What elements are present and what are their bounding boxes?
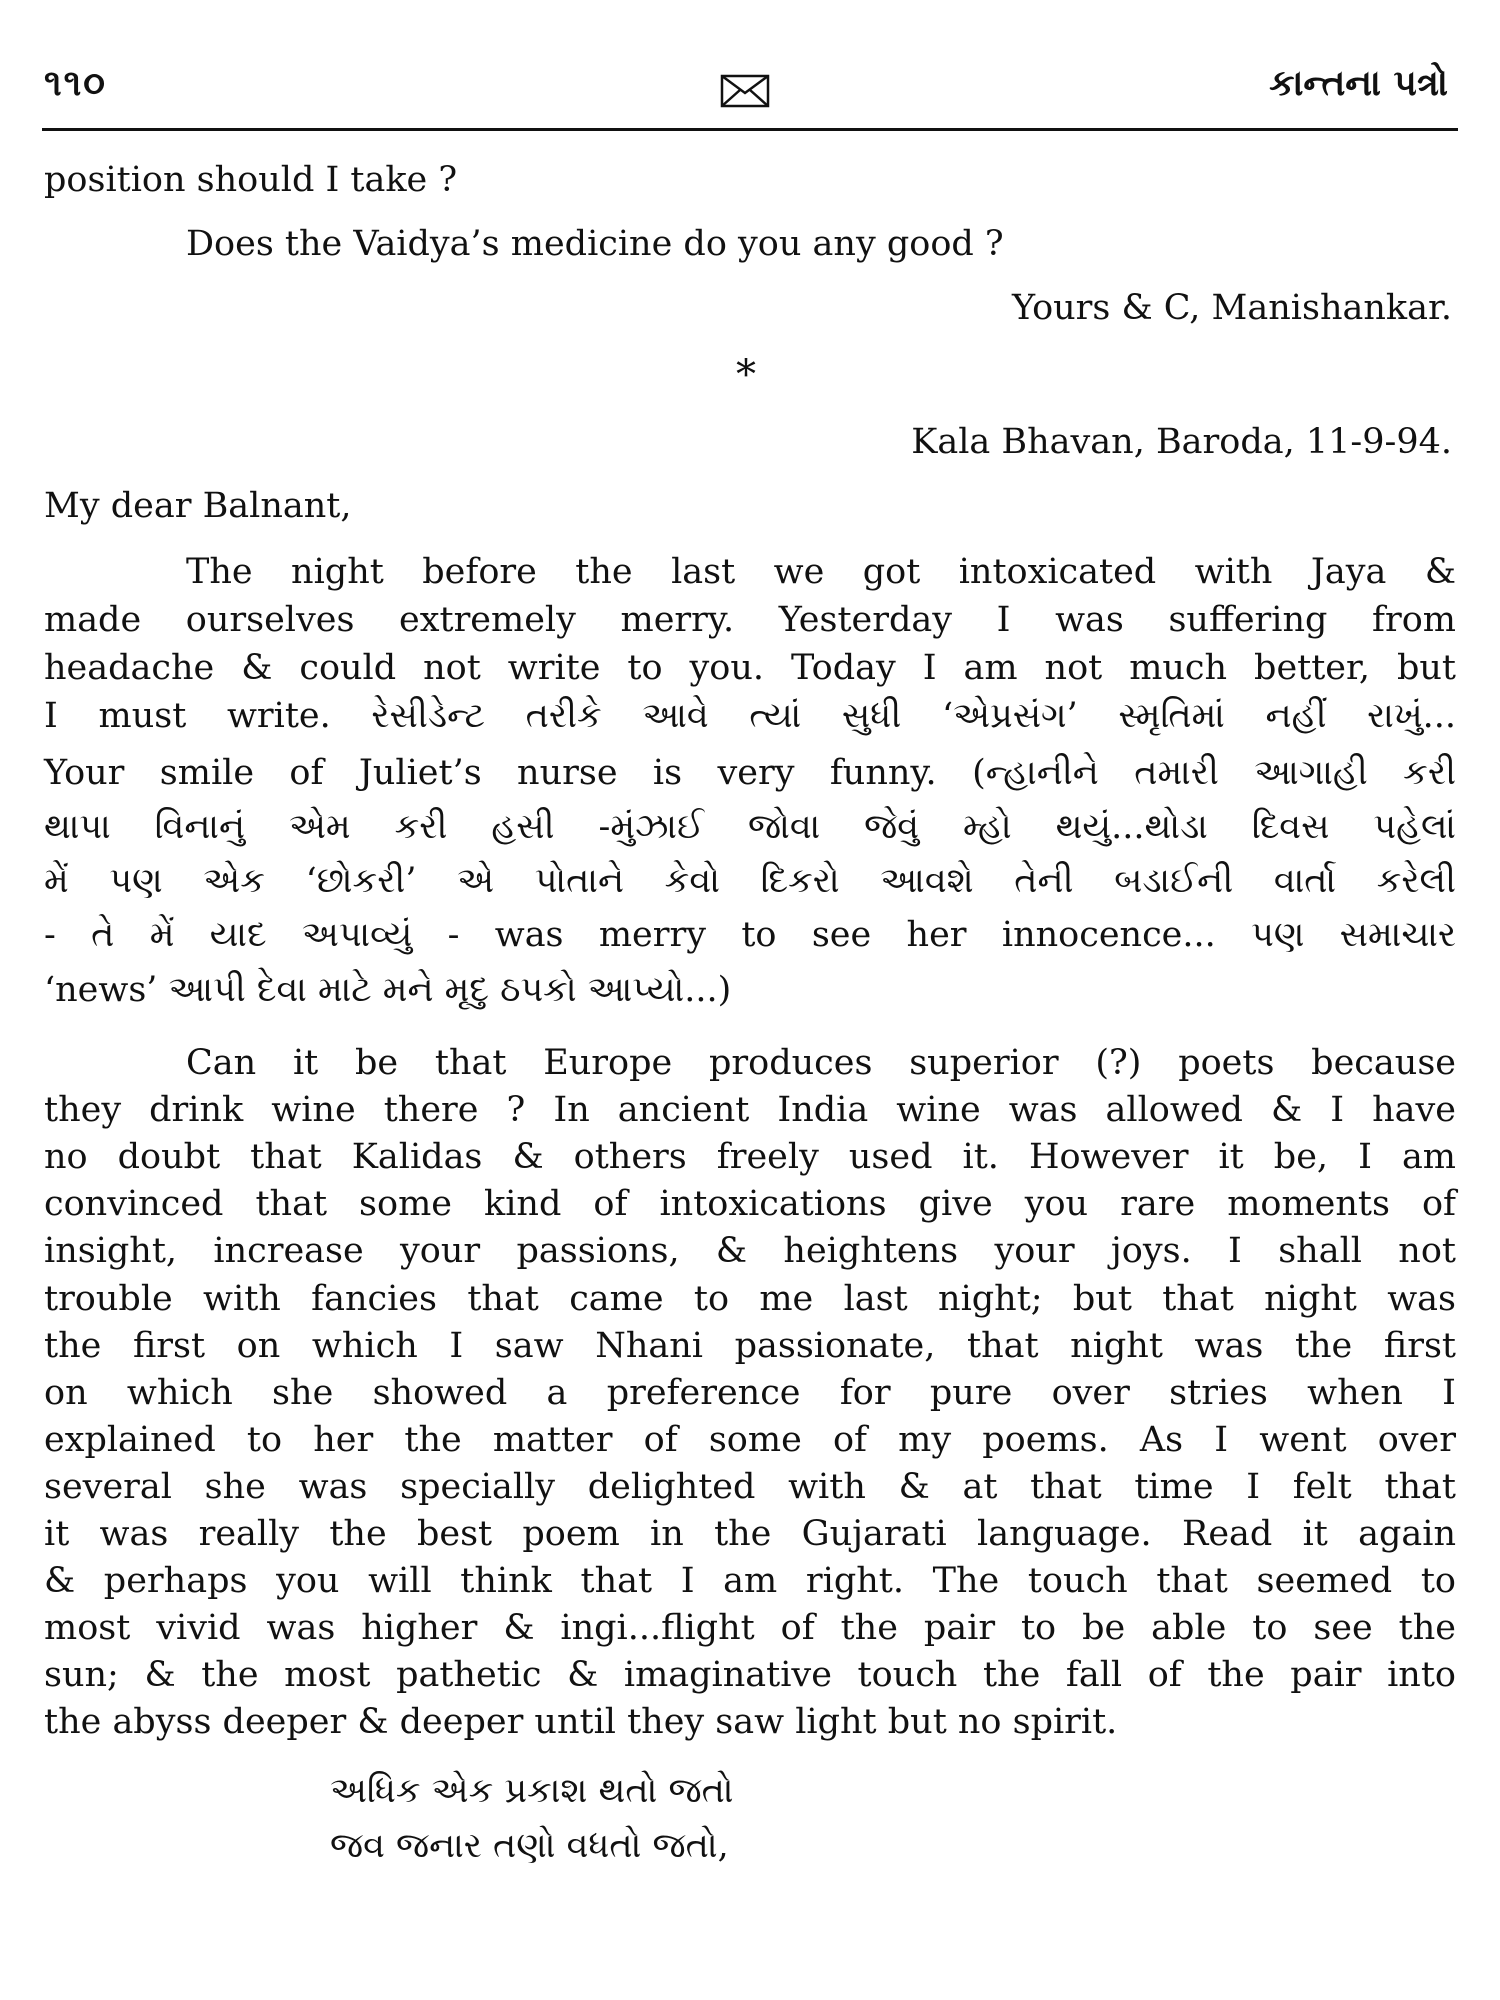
text-line: & perhaps you will think that I am right. The touch that seemed to xyxy=(44,1561,1456,1601)
section-separator: * xyxy=(736,352,756,398)
verse-line: જવ જનાર તણો વધતો જતો, xyxy=(330,1826,729,1866)
verse-line: અધિક એક પ્રકાશ થતો જતો xyxy=(330,1771,734,1811)
text-line: several she was specially delighted with & at that time I felt that xyxy=(44,1467,1456,1507)
text-line: made ourselves extremely merry. Yesterday I was suffering from xyxy=(44,600,1456,640)
text-line: position should I take ? xyxy=(44,160,458,200)
text-line: convinced that some kind of intoxications give you rare moments of xyxy=(44,1184,1456,1224)
text-line: no doubt that Kalidas & others freely used it. However it be, I am xyxy=(44,1137,1456,1177)
text-line: on which she showed a preference for pure over stries when I xyxy=(44,1373,1456,1413)
text-line: insight, increase your passions, & heightens your joys. I shall not xyxy=(44,1231,1456,1271)
text-line: ‘news’ આપી દેવા માટે મને મૃદુ ઠપકો આપ્યો...) xyxy=(44,970,732,1010)
page-number: ૧૧૦ xyxy=(44,62,107,104)
signoff: Yours & C, Manishankar. xyxy=(1012,288,1452,328)
text-line: trouble with fancies that came to me last night; but that night was xyxy=(44,1279,1456,1319)
text-line: headache & could not write to you. Today I am not much better, but xyxy=(44,648,1456,688)
envelope-icon xyxy=(720,74,770,108)
text-line: - તે મેં યાદ અપાવ્યું - was merry to see her innocence... પણ સમાચાર xyxy=(44,915,1456,955)
text-line: they drink wine there ? In ancient India wine was allowed & I have xyxy=(44,1090,1456,1130)
running-title: કાન્તના પત્રો xyxy=(1269,62,1448,104)
text-line: Can it be that Europe produces superior (?) poets because xyxy=(186,1043,1456,1083)
salutation: My dear Balnant, xyxy=(44,486,352,526)
text-line: explained to her the matter of some of my poems. As I went over xyxy=(44,1420,1456,1460)
text-line: the first on which I saw Nhani passionate, that night was the first xyxy=(44,1326,1456,1366)
text-line: sun; & the most pathetic & imaginative touch the fall of the pair into xyxy=(44,1655,1456,1695)
text-line: થાપા વિનાનું એમ કરી હસી -મુંઝાઈ જોવા જેવું મ્હો થયું...થોડા દિવસ પહેલાં xyxy=(44,807,1456,847)
text-line: the abyss deeper & deeper until they saw light but no spirit. xyxy=(44,1702,1118,1742)
text-line: Does the Vaidya’s medicine do you any good ? xyxy=(186,224,1004,264)
text-line: most vivid was higher & ingi...flight of the pair to be able to see the xyxy=(44,1608,1456,1648)
text-line: Your smile of Juliet’s nurse is very funny. (ન્હાનીને તમારી આગાહી કરી xyxy=(44,753,1456,793)
text-line: I must write. રેસીડેન્ટ તરીકે આવે ત્યાં સુધી ‘એપ્રસંગ’ સ્મૃતિમાં નહીં રાખું... xyxy=(44,696,1456,736)
text-line: The night before the last we got intoxicated with Jaya & xyxy=(186,552,1456,592)
text-line: it was really the best poem in the Gujarati language. Read it again xyxy=(44,1514,1456,1554)
header-rule xyxy=(42,128,1458,131)
dateline: Kala Bhavan, Baroda, 11-9-94. xyxy=(911,422,1452,462)
text-line: મેં પણ એક ‘છોકરી’ એ પોતાને કેવો દિકરો આવશે તેની બડાઈની વાર્તા કરેલી xyxy=(44,861,1456,901)
